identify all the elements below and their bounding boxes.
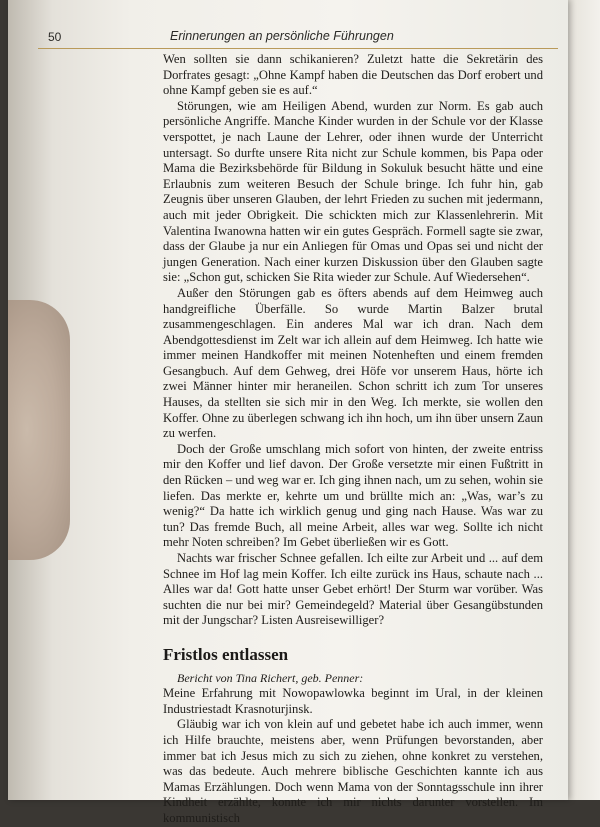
page-header <box>38 28 558 49</box>
paragraph: Nachts war frischer Schnee gefallen. Ich eilte zur Arbeit und ... auf dem Schnee im Hof lag mein Koffer. Ich eilte zurück ins Haus, schaute nach ... Alles war da! Gott hatte unser Gebet erhört! Der Sturm war vorüber. Was suchten die nur bei mir? Gemeindegeld? Material über Gesangübstunden mit der Jungschar? Listen Ausreisewilliger? <box>163 551 543 628</box>
book-page <box>8 0 568 825</box>
paragraph: Störungen, wie am Heiligen Abend, wurden zur Norm. Es gab auch persönliche Angriffe. Manche Kinder wurden in der Schule vor der Klasse verspottet, je nach Laune der Lehrer, oder ihnen wurde der Unterricht untersagt. So durfte unsere Rita nicht zur Schule kommen, bis Papa oder Mama die Bezirksbehörde für Bildung in Sokuluk besucht hätte und eine Erlaubnis zum weiteren Besuch der Schule bringe. Ich fuhr hin, gab Zeugnis über unseren Glauben, der lehrt Frieden zu suchen mit jedermann, auch mit jeder Obrigkeit. Die schickten mich zur Klassenlehrerin. Mit Valentina Iwanowna hatten wir ein gutes Gespräch. Formell sagte sie zwar, dass der Glaube ja nur ein Anliegen für Omas und Opas sei und nicht der jungen Generation. Nach einer kurzen Diskussion über den Glauben sagte sie: „Schon gut, schicken Sie Rita wieder zur Schule. Auf Wiedersehen“. <box>163 98 543 285</box>
thumb-holding-page <box>8 300 70 560</box>
section-heading: Fristlos entlassen <box>163 644 289 664</box>
paragraph: Gläubig war ich von klein auf und gebetet habe ich auch immer, wenn ich Hilfe brauchte, meistens aber, wenn Prüfungen bevorstanden, aber immer bat ich Jesus mich zu sich zu ziehen, ohne konkret zu verstehen, was das bedeute. Auch mehrere biblische Geschichten kannte ich aus Mamas Erzählungen. Doch wenn Mama von der Sonntagsschule inn ihrer Kindheit erzählte, konnte ich mir nichts darunter vorstellen. Im kommunistisch <box>163 717 543 825</box>
running-title: Erinnerungen an persönliche Führungen <box>170 29 394 43</box>
body-text <box>163 52 543 827</box>
paragraph: Doch der Große umschlang mich sofort von hinten, der zweite entriss mir den Koffer und lief davon. Der Große versetzte mir einen Fußtritt in den Rücken – und weg war er. Ich ging ihnen nach, um zu sehen, wohin sie liefen. Das merkte er, kehrte um und brüllte mich an: „Was, war’s zu wenig?“ Da hatte ich wirklich genug und ging nach Hause. Was war zu tun? Das fremde Buch, all meine Arbeit, alles war weg. Sollte ich nicht mehr Noten schreiben? Im Gebet überließen wir es Gott. <box>163 441 543 550</box>
section-byline: Bericht von Tina Richert, geb. Penner: <box>177 670 364 685</box>
paragraph: Wen sollten sie dann schikanieren? Zuletzt hatte die Sekretärin des Dorfrates gesagt: „Ohne Kampf haben die Deutschen das Dorf erobert und ohne Kampf geben sie es auf.“ <box>163 52 543 98</box>
paragraph: Außer den Störungen gab es öfters abends auf dem Heimweg auch handgreifliche Überfälle. So wurde Martin Balzer brutal zusammengeschlagen. Ein anderes Mal war ich dran. Nach dem Abendgottesdienst im Zelt war ich allein auf dem Heimweg. Ich hatte wie immer meinen Handkoffer mit meinen Notenheften und einem fremden Gesangbuch. Auf dem Gehweg, drei Höfe vor unserem Haus, hörte ich zwei Männer hinter mir heraneilen. Schon schritt ich zum Tor unseres Hauses, da stellten sie sich mir in den Weg. Ich merkte, sie wollen den Koffer. Ohne zu überlegen schwang ich ihn hoch, um ihn über unsern Zaun zu werfen. <box>163 285 543 441</box>
paragraph: Meine Erfahrung mit Nowopawlowka beginnt im Ural, in der kleinen Industriestadt Krasnoturjinsk. <box>163 686 543 716</box>
page-number: 50 <box>48 30 62 44</box>
